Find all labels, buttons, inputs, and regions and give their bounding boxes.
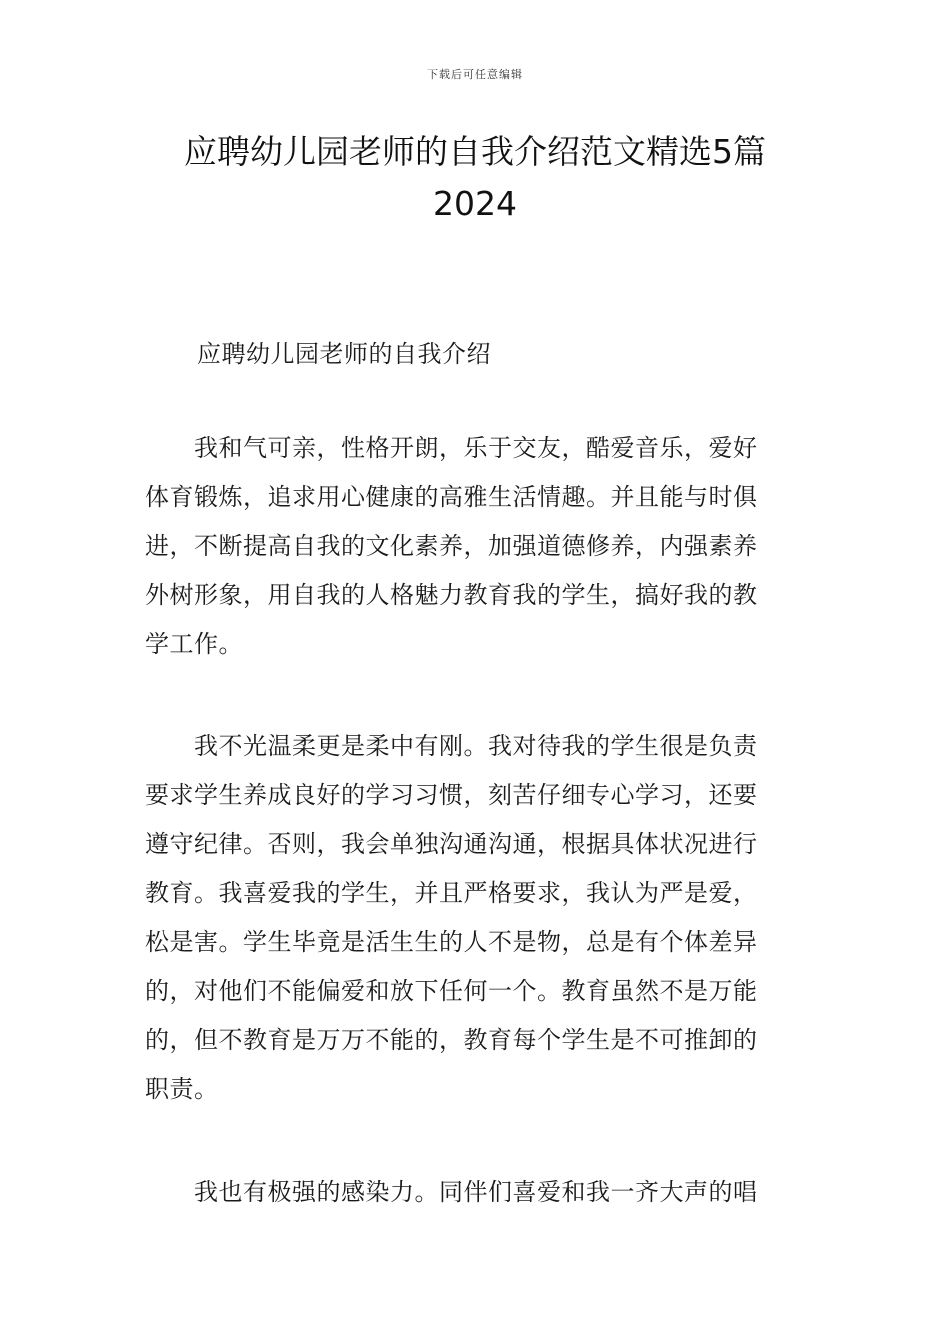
paragraph-line: 进，不断提高自我的文化素养，加强道德修养，内强素养 — [145, 532, 758, 560]
paragraph-line: 教育。我喜爱我的学生，并且严格要求，我认为严是爱， — [145, 879, 758, 907]
paragraph-line: 我不光温柔更是柔中有刚。我对待我的学生很是负责 — [145, 732, 758, 760]
document-title — [100, 126, 850, 230]
paragraph-line: 要求学生养成良好的学习习惯，刻苦仔细专心学习，还要 — [145, 781, 758, 809]
paragraph-3 — [145, 1168, 810, 1217]
paragraph-line: 体育锻炼，追求用心健康的高雅生活情趣。并且能与时俱 — [145, 483, 758, 511]
paragraph-line: 的，对他们不能偏爱和放下任何一个。教育虽然不是万能 — [145, 977, 758, 1005]
paragraph-line: 遵守纪律。否则，我会单独沟通沟通，根据具体状况进行 — [145, 830, 758, 858]
paragraph-line: 学工作。 — [145, 630, 243, 658]
title-line-2: 2024 — [433, 184, 517, 223]
paragraph-line: 的，但不教育是万万不能的，教育每个学生是不可推卸的 — [145, 1026, 758, 1054]
paragraph-1 — [145, 424, 810, 669]
section-subheading: 应聘幼儿园老师的自我介绍 — [197, 340, 491, 368]
paragraph-line: 松是害。学生毕竟是活生生的人不是物，总是有个体差异 — [145, 928, 758, 956]
paragraph-line: 我也有极强的感染力。同伴们喜爱和我一齐大声的唱 — [145, 1178, 758, 1206]
title-line-1: 应聘幼儿园老师的自我介绍范文精选5篇 — [184, 132, 766, 171]
paragraph-2 — [145, 722, 810, 1114]
paragraph-line: 外树形象，用自我的人格魅力教育我的学生，搞好我的教 — [145, 581, 758, 609]
paragraph-line: 职责。 — [145, 1075, 219, 1103]
header-note: 下载后可任意编辑 — [427, 68, 523, 81]
paragraph-line: 我和气可亲，性格开朗，乐于交友，酷爱音乐，爱好 — [145, 434, 758, 462]
